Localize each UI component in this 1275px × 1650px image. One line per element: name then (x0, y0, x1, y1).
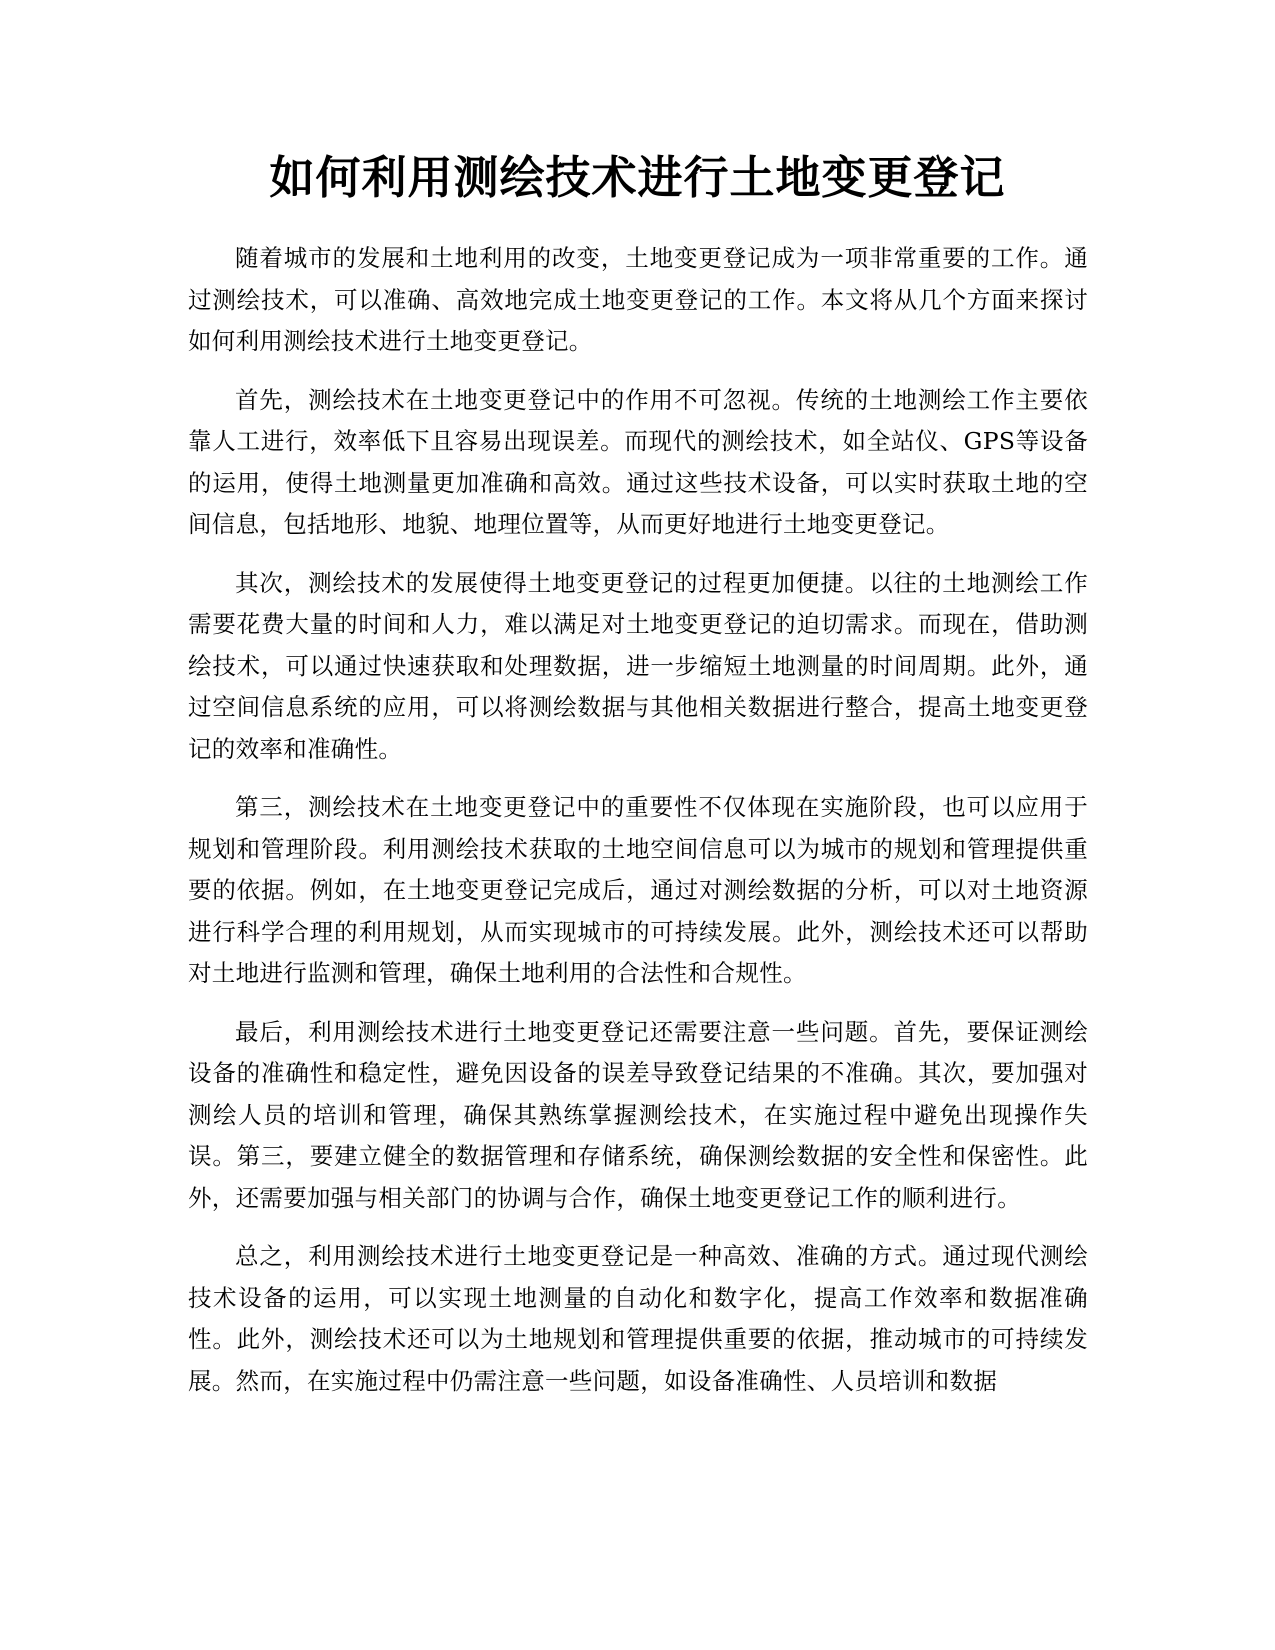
paragraph-conclusion: 总之，利用测绘技术进行土地变更登记是一种高效、准确的方式。通过现代测绘技术设备的运用，可以实现土地测量的自动化和数字化，提高工作效率和数据准确性。此外，测绘技术还可以为土地规划和管理提供重要的依据，推动城市的可持续发展。然而，在实施过程中仍需注意一些问题，如设备准确性、人员培训和数据 (188, 1242, 1088, 1395)
document-body (188, 238, 1088, 1419)
paragraph-third: 第三，测绘技术在土地变更登记中的重要性不仅体现在实施阶段，也可以应用于规划和管理阶段。利用测绘技术获取的土地空间信息可以为城市的规划和管理提供重要的依据。例如，在土地变更登记完成后，通过对测绘数据的分析，可以对土地资源进行科学合理的利用规划，从而实现城市的可持续发展。此外，测绘技术还可以帮助对土地进行监测和管理，确保土地利用的合法性和合规性。 (188, 793, 1088, 987)
paragraph-first: 首先，测绘技术在土地变更登记中的作用不可忽视。传统的土地测绘工作主要依靠人工进行，效率低下且容易出现误差。而现代的测绘技术，如全站仪、GPS等设备的运用，使得土地测量更加准确和高效。通过这些技术设备，可以实时获取土地的空间信息，包括地形、地貌、地理位置等，从而更好地进行土地变更登记。 (188, 385, 1088, 538)
paragraph-last: 最后，利用测绘技术进行土地变更登记还需要注意一些问题。首先，要保证测绘设备的准确性和稳定性，避免因设备的误差导致登记结果的不准确。其次，要加强对测绘人员的培训和管理，确保其熟练掌握测绘技术，在实施过程中避免出现操作失误。第三，要建立健全的数据管理和存储系统，确保测绘数据的安全性和保密性。此外，还需要加强与相关部门的协调与合作，确保土地变更登记工作的顺利进行。 (188, 1017, 1088, 1212)
document-title: 如何利用测绘技术进行土地变更登记 (269, 151, 1006, 204)
paragraph-intro: 随着城市的发展和土地利用的改变，土地变更登记成为一项非常重要的工作。通过测绘技术，可以准确、高效地完成土地变更登记的工作。本文将从几个方面来探讨如何利用测绘技术进行土地变更登记。 (188, 244, 1088, 355)
paragraph-second: 其次，测绘技术的发展使得土地变更登记的过程更加便捷。以往的土地测绘工作需要花费大量的时间和人力，难以满足对土地变更登记的迫切需求。而现在，借助测绘技术，可以通过快速获取和处理数据，进一步缩短土地测量的时间周期。此外，通过空间信息系统的应用，可以将测绘数据与其他相关数据进行整合，提高土地变更登记的效率和准确性。 (188, 568, 1088, 763)
